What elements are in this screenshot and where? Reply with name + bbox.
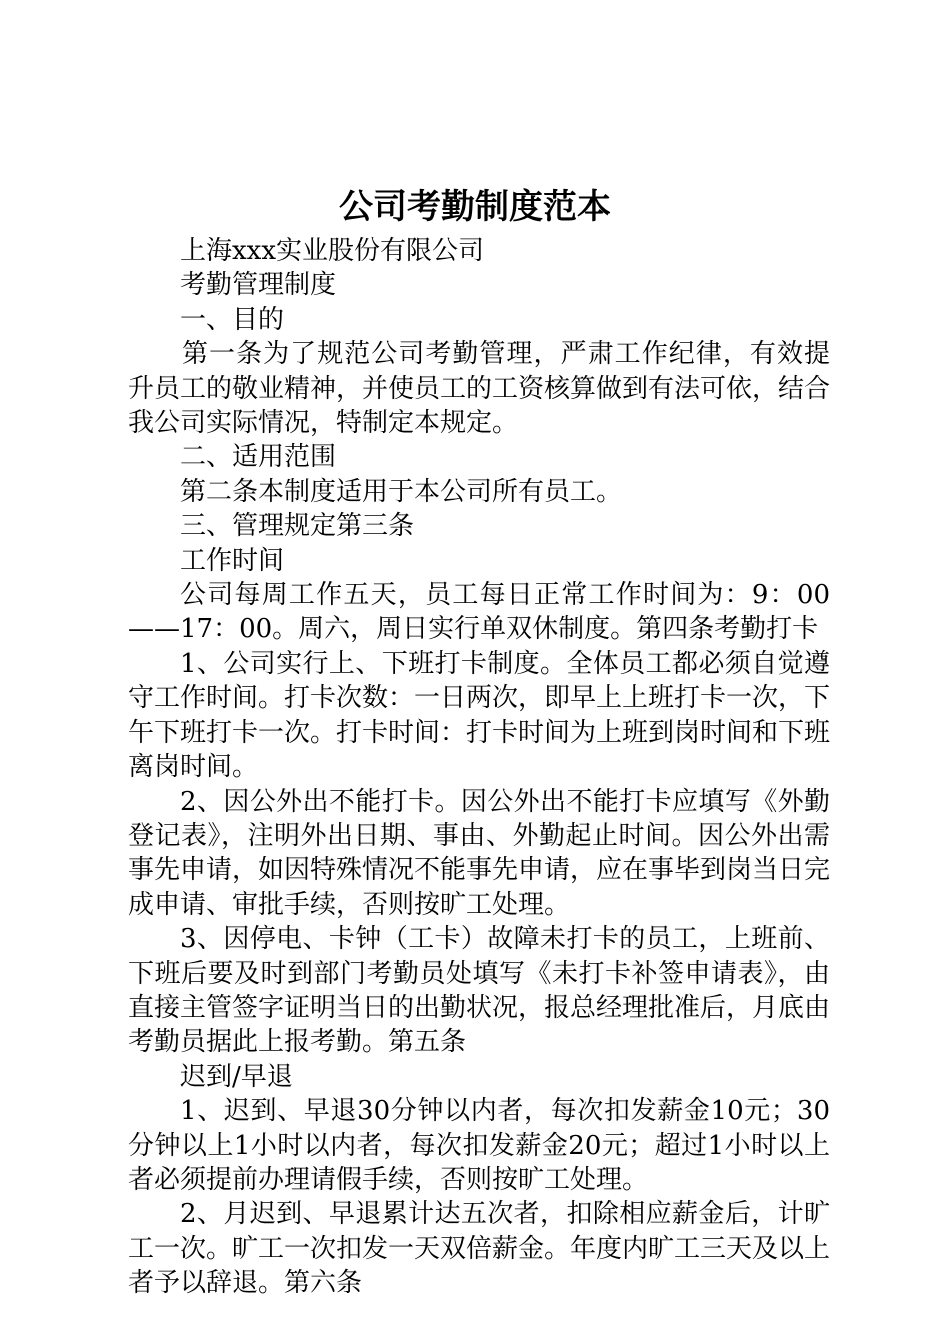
section-heading-scope: 二、适用范围 <box>180 442 337 473</box>
late-early-item-1: 1、迟到、早退30分钟以内者，每次扣发薪金10元；30分钟以上1小时以内者，每次扣发薪金20元；超过1小时以上者必须提前办理请假手续，否则按旷工处理。 <box>128 1096 830 1195</box>
section-heading-purpose: 一、目的 <box>180 304 285 335</box>
document-title: 公司考勤制度范本 <box>339 187 611 227</box>
work-time-paragraph: 公司每周工作五天，员工每日正常工作时间为：9：00——17：00。周六，周日实行单双休制度。第四条考勤打卡 <box>128 580 830 645</box>
subheading-work-time: 工作时间 <box>180 545 285 576</box>
section-heading-rules: 三、管理规定第三条 <box>180 511 415 542</box>
document-body <box>128 234 830 1301</box>
company-name: 上海xxx实业股份有限公司 <box>180 236 484 266</box>
subheading-late-early: 迟到/早退 <box>180 1061 293 1092</box>
regulation-name: 考勤管理制度 <box>180 270 337 301</box>
late-early-item-2: 2、月迟到、早退累计达五次者，扣除相应薪金后，计旷工一次。旷工一次扣发一天双倍薪金。年度内旷工三天及以上者予以辞退。第六条 <box>128 1199 831 1299</box>
clock-in-item-1: 1、公司实行上、下班打卡制度。全体员工都必须自觉遵守工作时间。打卡次数：一日两次，即早上上班打卡一次，下午下班打卡一次。打卡时间：打卡时间为上班到岗时间和下班离岗时间。 <box>128 648 831 783</box>
article-1: 第一条为了规范公司考勤管理，严肃工作纪律，有效提升员工的敬业精神，并使员工的工资核算做到有法可依，结合我公司实际情况，特制定本规定。 <box>128 339 831 439</box>
clock-in-item-3: 3、因停电、卡钟（工卡）故障未打卡的员工，上班前、下班后要及时到部门考勤员处填写《未打卡补签申请表》，由直接主管签字证明当日的出勤状况，报总经理批准后，月底由考勤员据此上报考勤。第五条 <box>128 924 831 1058</box>
clock-in-item-2: 2、因公外出不能打卡。因公外出不能打卡应填写《外勤登记表》，注明外出日期、事由、外勤起止时间。因公外出需事先申请，如因特殊情况不能事先申请，应在事毕到岗当日完成申请、审批手续，否则按旷工处理。 <box>128 786 831 920</box>
article-2: 第二条本制度适用于本公司所有员工。 <box>180 476 623 507</box>
